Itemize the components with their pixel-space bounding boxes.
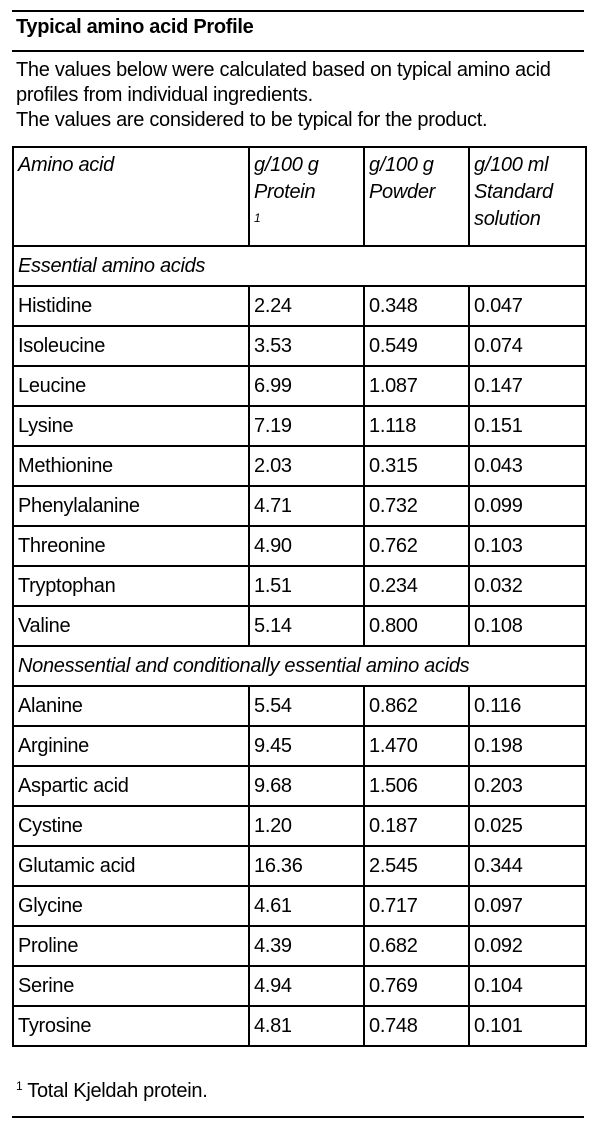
top-rule: [12, 10, 584, 12]
cell-solution: 0.025: [469, 806, 586, 846]
amino-acid-table: [12, 146, 587, 1047]
table-row: [13, 926, 586, 966]
header-line: solution: [474, 208, 541, 230]
header-line: Standard: [474, 181, 553, 203]
table-row: [13, 326, 586, 366]
cell-protein: 4.71: [249, 486, 364, 526]
table-row: [13, 566, 586, 606]
cell-amino-acid: Leucine: [13, 366, 249, 406]
footnote-mark: 1: [254, 211, 261, 225]
cell-amino-acid: Aspartic acid: [13, 766, 249, 806]
cell-protein: 1.51: [249, 566, 364, 606]
cell-powder: 0.234: [364, 566, 469, 606]
header-line: g/100 g: [254, 154, 319, 176]
cell-solution: 0.203: [469, 766, 586, 806]
table-row: [13, 406, 586, 446]
cell-amino-acid: Tyrosine: [13, 1006, 249, 1046]
cell-protein: 2.03: [249, 446, 364, 486]
intro-text: [16, 58, 584, 133]
cell-amino-acid: Alanine: [13, 686, 249, 726]
cell-solution: 0.032: [469, 566, 586, 606]
header-protein: [249, 147, 364, 246]
intro-line: The values are considered to be typical for the product.: [16, 109, 488, 131]
cell-powder: 1.087: [364, 366, 469, 406]
cell-amino-acid: Valine: [13, 606, 249, 646]
cell-powder: 0.717: [364, 886, 469, 926]
cell-amino-acid: Glutamic acid: [13, 846, 249, 886]
cell-powder: 0.682: [364, 926, 469, 966]
cell-protein: 3.53: [249, 326, 364, 366]
cell-powder: 0.549: [364, 326, 469, 366]
header-line: g/100 g: [369, 154, 434, 176]
cell-solution: 0.097: [469, 886, 586, 926]
cell-amino-acid: Threonine: [13, 526, 249, 566]
cell-amino-acid: Proline: [13, 926, 249, 966]
intro-line: The values below were calculated based on typical amino acid: [16, 59, 551, 81]
cell-amino-acid: Lysine: [13, 406, 249, 446]
cell-amino-acid: Serine: [13, 966, 249, 1006]
cell-powder: 1.118: [364, 406, 469, 446]
cell-solution: 0.198: [469, 726, 586, 766]
cell-amino-acid: Tryptophan: [13, 566, 249, 606]
header-powder: [364, 147, 469, 246]
cell-amino-acid: Arginine: [13, 726, 249, 766]
header-line: [254, 179, 359, 233]
bottom-rule: [12, 1116, 584, 1118]
cell-solution: 0.074: [469, 326, 586, 366]
table-row: [13, 366, 586, 406]
table-row: [13, 686, 586, 726]
table-row: [13, 606, 586, 646]
cell-protein: 4.81: [249, 1006, 364, 1046]
cell-solution: 0.092: [469, 926, 586, 966]
cell-protein: 4.94: [249, 966, 364, 1006]
cell-protein: 4.39: [249, 926, 364, 966]
cell-protein: 9.68: [249, 766, 364, 806]
cell-protein: 4.90: [249, 526, 364, 566]
header-line: Powder: [369, 181, 436, 203]
header-amino-acid: [13, 147, 249, 246]
cell-solution: 0.108: [469, 606, 586, 646]
table-row: [13, 526, 586, 566]
cell-protein: 2.24: [249, 286, 364, 326]
cell-powder: 0.315: [364, 446, 469, 486]
cell-powder: 1.470: [364, 726, 469, 766]
table-header-row: [13, 147, 586, 246]
cell-amino-acid: Histidine: [13, 286, 249, 326]
section-label: Essential amino acids: [13, 246, 586, 286]
cell-amino-acid: Cystine: [13, 806, 249, 846]
cell-powder: 0.732: [364, 486, 469, 526]
cell-powder: 0.800: [364, 606, 469, 646]
cell-solution: 0.043: [469, 446, 586, 486]
cell-amino-acid: Phenylalanine: [13, 486, 249, 526]
cell-solution: 0.116: [469, 686, 586, 726]
table-row: [13, 886, 586, 926]
cell-protein: 6.99: [249, 366, 364, 406]
cell-powder: 0.862: [364, 686, 469, 726]
table-row: [13, 1006, 586, 1046]
title-rule: [12, 50, 584, 52]
section-label: Nonessential and conditionally essential amino acids: [13, 646, 586, 686]
intro-line: profiles from individual ingredients.: [16, 84, 313, 106]
cell-solution: 0.099: [469, 486, 586, 526]
cell-protein: 4.61: [249, 886, 364, 926]
footnote-mark: 1: [16, 1079, 23, 1093]
cell-amino-acid: Glycine: [13, 886, 249, 926]
cell-powder: 0.187: [364, 806, 469, 846]
cell-protein: 9.45: [249, 726, 364, 766]
header-line: Amino acid: [18, 154, 114, 176]
cell-powder: 0.762: [364, 526, 469, 566]
table-row: [13, 806, 586, 846]
cell-powder: 2.545: [364, 846, 469, 886]
cell-powder: 0.748: [364, 1006, 469, 1046]
cell-powder: 1.506: [364, 766, 469, 806]
page-title: Typical amino acid Profile: [16, 16, 254, 38]
cell-protein: 1.20: [249, 806, 364, 846]
table-row: [13, 966, 586, 1006]
cell-solution: 0.344: [469, 846, 586, 886]
cell-solution: 0.047: [469, 286, 586, 326]
table-row: [13, 726, 586, 766]
cell-powder: 0.348: [364, 286, 469, 326]
section-row: [13, 646, 586, 686]
footnote: [16, 1080, 207, 1103]
cell-amino-acid: Methionine: [13, 446, 249, 486]
cell-solution: 0.101: [469, 1006, 586, 1046]
cell-protein: 5.54: [249, 686, 364, 726]
cell-amino-acid: Isoleucine: [13, 326, 249, 366]
table-row: [13, 846, 586, 886]
section-row: [13, 246, 586, 286]
cell-powder: 0.769: [364, 966, 469, 1006]
cell-protein: 5.14: [249, 606, 364, 646]
table-row: [13, 446, 586, 486]
header-line-text: Protein: [254, 181, 316, 203]
cell-solution: 0.151: [469, 406, 586, 446]
table-row: [13, 286, 586, 326]
cell-protein: 16.36: [249, 846, 364, 886]
footnote-text: Total Kjeldah protein.: [22, 1080, 208, 1102]
cell-solution: 0.104: [469, 966, 586, 1006]
header-line: g/100 ml: [474, 154, 549, 176]
table-row: [13, 766, 586, 806]
cell-protein: 7.19: [249, 406, 364, 446]
table-row: [13, 486, 586, 526]
cell-solution: 0.147: [469, 366, 586, 406]
cell-solution: 0.103: [469, 526, 586, 566]
header-standard-solution: [469, 147, 586, 246]
